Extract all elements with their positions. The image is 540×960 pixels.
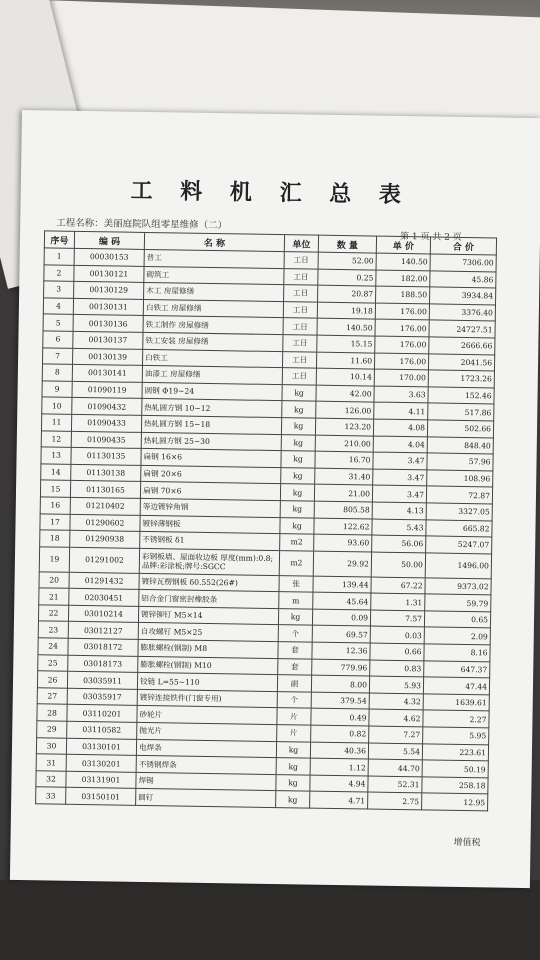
item-unit-price: 3.47 — [372, 485, 426, 502]
item-name: 扁钢 20×6 — [141, 465, 281, 484]
row-number: 3 — [44, 281, 74, 298]
item-unit-price: 1.31 — [371, 593, 425, 610]
header-no: 序号 — [44, 231, 74, 248]
item-total: 72.87 — [426, 486, 492, 504]
item-code: 00130139 — [73, 348, 143, 366]
item-name: 白铁工 — [143, 349, 283, 368]
item-code: 03130201 — [66, 754, 136, 772]
item-code: 03012127 — [68, 622, 138, 640]
item-unit-price: 56.06 — [372, 535, 426, 552]
item-quantity: 805.58 — [314, 501, 372, 519]
row-number: 26 — [37, 671, 67, 688]
item-unit: m — [279, 592, 313, 609]
item-unit: kg — [276, 791, 310, 808]
item-quantity: 19.18 — [317, 302, 375, 320]
item-unit: 工日 — [283, 318, 317, 335]
item-name: 彩钢板墙、屋面收边板 厚度(mm):0.8;品牌:彩涂板;牌号:SGCC — [139, 548, 279, 575]
item-total: 258.18 — [422, 777, 488, 795]
item-unit-price: 4.13 — [372, 502, 426, 519]
row-number: 9 — [42, 381, 72, 398]
item-code: 01090433 — [71, 414, 141, 432]
item-total: 223.61 — [422, 743, 488, 761]
item-code: 01130138 — [71, 464, 141, 482]
item-total: 848.40 — [427, 436, 493, 454]
item-name: 不锈钢焊条 — [136, 756, 276, 775]
document-page — [10, 110, 540, 888]
item-code: 01291432 — [69, 572, 139, 590]
item-total: 9373.02 — [425, 578, 491, 596]
item-code: 03010214 — [68, 605, 138, 623]
item-name: 圆钉 — [136, 789, 276, 808]
item-quantity: 0.49 — [311, 709, 369, 727]
row-number: 8 — [42, 364, 72, 381]
item-unit-price: 182.00 — [376, 270, 430, 287]
item-total: 108.96 — [427, 470, 493, 488]
item-total: 8.16 — [424, 644, 490, 662]
item-unit: 个 — [278, 625, 312, 642]
item-unit: kg — [280, 501, 314, 518]
item-name: 膨胀螺栓(钢制) M8 — [138, 639, 278, 658]
item-quantity: 10.14 — [316, 368, 374, 386]
item-unit-price: 3.63 — [374, 386, 428, 403]
row-number: 18 — [40, 530, 70, 547]
item-quantity: 0.82 — [311, 725, 369, 743]
item-code: 00130121 — [74, 265, 144, 283]
row-number: 20 — [39, 572, 69, 589]
item-total: 2.09 — [424, 627, 490, 645]
item-code: 00130137 — [73, 331, 143, 349]
item-unit: kg — [282, 384, 316, 401]
item-code: 00130136 — [73, 315, 143, 333]
item-total: 3327.05 — [426, 503, 492, 521]
item-code: 01290602 — [70, 514, 140, 532]
row-number: 6 — [43, 331, 73, 348]
row-number: 16 — [40, 497, 70, 514]
item-unit-price: 2.75 — [368, 792, 422, 809]
item-code: 01291002 — [69, 547, 139, 573]
item-total: 647.37 — [424, 661, 490, 679]
item-code: 02030451 — [69, 589, 139, 607]
item-unit: 副 — [277, 675, 311, 692]
item-total: 7306.00 — [430, 254, 496, 272]
item-unit-price: 0.66 — [370, 643, 424, 660]
item-unit-price: 5.54 — [368, 743, 422, 760]
item-unit-price: 4.62 — [369, 709, 423, 726]
item-unit: m2 — [279, 550, 313, 576]
item-code: 01290938 — [70, 530, 140, 548]
item-name: 膨胀螺栓(钢制) M10 — [138, 656, 278, 675]
row-number: 22 — [38, 605, 68, 622]
item-unit-price: 4.11 — [374, 402, 428, 419]
row-number: 30 — [36, 737, 66, 754]
row-number: 17 — [40, 513, 70, 530]
item-code: 00130129 — [74, 282, 144, 300]
item-name: 圆钢 Φ19~24 — [142, 382, 282, 401]
item-code: 01090432 — [72, 398, 142, 416]
item-quantity: 45.64 — [313, 592, 371, 610]
item-quantity: 123.20 — [315, 418, 373, 436]
item-unit: m2 — [280, 534, 314, 551]
row-number: 12 — [41, 430, 71, 447]
item-unit: 工日 — [282, 368, 316, 385]
item-unit: 套 — [278, 658, 312, 675]
item-total: 45.86 — [430, 271, 496, 289]
item-name: 不锈钢板 δ1 — [140, 531, 280, 550]
item-total: 502.66 — [427, 420, 493, 438]
item-quantity: 40.36 — [310, 742, 368, 760]
item-code: 01130165 — [70, 481, 140, 499]
header-quantity: 数 量 — [318, 235, 376, 253]
item-quantity: 11.60 — [316, 352, 374, 370]
row-number: 31 — [36, 754, 66, 771]
item-unit-price: 0.03 — [370, 627, 424, 644]
row-number: 29 — [37, 721, 67, 738]
item-unit-price: 170.00 — [374, 369, 428, 386]
item-unit: 工日 — [284, 252, 318, 269]
header-code: 编 码 — [74, 231, 144, 249]
item-unit-price: 7.57 — [370, 610, 424, 627]
header-total: 合 价 — [430, 237, 496, 255]
item-unit: 套 — [278, 642, 312, 659]
item-quantity: 16.70 — [315, 451, 373, 469]
row-number: 2 — [44, 264, 74, 281]
item-quantity: 29.92 — [313, 551, 371, 577]
item-quantity: 31.40 — [315, 468, 373, 486]
item-name: 热轧圆方钢 10~12 — [142, 399, 282, 418]
item-name: 焊锡 — [136, 772, 276, 791]
item-quantity: 1.12 — [310, 758, 368, 776]
item-name: 镀锌连接铁件(门窗专用) — [137, 689, 277, 708]
item-total: 1496.00 — [425, 553, 491, 579]
row-number: 5 — [43, 314, 73, 331]
item-unit-price: 4.08 — [373, 419, 427, 436]
item-total: 24727.51 — [429, 320, 495, 338]
item-unit-price: 67.22 — [371, 577, 425, 594]
item-name: 热轧圆方钢 25~30 — [141, 432, 281, 451]
item-quantity: 8.00 — [311, 675, 369, 693]
header-name: 名 称 — [144, 232, 284, 251]
item-name: 镀锌铆钉 M5×14 — [138, 606, 278, 625]
item-total: 12.95 — [422, 793, 488, 811]
row-number: 14 — [41, 464, 71, 481]
item-quantity: 779.96 — [312, 659, 370, 677]
item-unit: kg — [278, 608, 312, 625]
row-number: 24 — [38, 638, 68, 655]
row-number: 21 — [39, 588, 69, 605]
row-number: 33 — [36, 787, 66, 804]
item-unit-price: 176.00 — [375, 303, 429, 320]
item-total: 517.86 — [428, 403, 494, 421]
item-unit: kg — [281, 467, 315, 484]
item-code: 03018172 — [68, 638, 138, 656]
row-number: 10 — [42, 397, 72, 414]
item-total: 59.79 — [425, 594, 491, 612]
page-number: 第 1 页 共 2 页 — [399, 231, 462, 243]
item-name: 电焊条 — [136, 739, 276, 758]
item-name: 抛光片 — [137, 722, 277, 741]
item-unit: kg — [281, 434, 315, 451]
row-number: 32 — [36, 771, 66, 788]
item-quantity: 4.71 — [310, 792, 368, 810]
item-quantity: 69.57 — [312, 626, 370, 644]
item-name: 砂轮片 — [137, 706, 277, 725]
item-name: 铝合金门窗密封橡胶条 — [139, 590, 279, 609]
item-name: 镀锌瓦楞钢板 δ0.552(26#) — [139, 573, 279, 592]
item-name: 普工 — [144, 249, 284, 268]
row-number: 27 — [37, 688, 67, 705]
item-total: 2666.66 — [429, 337, 495, 355]
item-quantity: 126.00 — [316, 401, 374, 419]
row-number: 19 — [39, 547, 69, 572]
item-unit: kg — [281, 451, 315, 468]
item-code: 03035911 — [67, 672, 137, 690]
item-total: 152.46 — [428, 387, 494, 405]
item-unit: 片 — [277, 708, 311, 725]
item-unit-price: 4.32 — [369, 693, 423, 710]
item-name: 镀锌薄钢板 — [140, 515, 280, 534]
item-quantity: 122.62 — [314, 518, 372, 536]
document-title: 工 料 机 汇 总 表 — [130, 178, 412, 209]
item-quantity: 139.44 — [313, 576, 371, 594]
item-code: 01210402 — [70, 497, 140, 515]
row-number: 15 — [40, 480, 70, 497]
item-unit: kg — [276, 774, 310, 791]
item-unit-price: 4.04 — [373, 436, 427, 453]
row-number: 11 — [41, 414, 71, 431]
item-quantity: 12.36 — [312, 642, 370, 660]
summary-table — [35, 230, 497, 811]
item-quantity: 52.00 — [318, 252, 376, 270]
item-total: 1639.61 — [423, 694, 489, 712]
item-total: 47.44 — [423, 677, 489, 695]
item-code: 00130141 — [72, 364, 142, 382]
item-total: 50.19 — [422, 760, 488, 778]
item-name: 扁钢 16×6 — [141, 449, 281, 468]
item-unit: 张 — [279, 575, 313, 592]
item-quantity: 15.15 — [317, 335, 375, 353]
row-number: 1 — [44, 248, 74, 265]
item-code: 01130135 — [71, 447, 141, 465]
item-name: 铰链 L=55~110 — [137, 673, 277, 692]
row-number: 23 — [38, 621, 68, 638]
item-quantity: 0.25 — [318, 269, 376, 287]
row-number: 25 — [38, 654, 68, 671]
item-quantity: 0.09 — [312, 609, 370, 627]
item-unit-price: 0.83 — [370, 660, 424, 677]
item-code: 03018173 — [68, 655, 138, 673]
item-unit-price: 7.27 — [369, 726, 423, 743]
item-unit: 个 — [277, 691, 311, 708]
item-code: 00030153 — [74, 248, 144, 266]
row-number: 13 — [41, 447, 71, 464]
row-number: 28 — [37, 704, 67, 721]
item-quantity: 379.54 — [311, 692, 369, 710]
tax-note: 增值税 — [453, 837, 481, 849]
table-surface — [0, 880, 540, 960]
header-unit-price: 单 价 — [376, 236, 430, 254]
item-total: 3376.40 — [429, 304, 495, 322]
item-unit-price: 50.00 — [371, 552, 425, 578]
item-name: 白铁工 房屋修缮 — [143, 299, 283, 318]
item-unit-price: 3.47 — [373, 469, 427, 486]
item-code: 03110201 — [67, 705, 137, 723]
item-unit: kg — [280, 484, 314, 501]
item-name: 铁工制作 房屋修缮 — [143, 316, 283, 335]
item-name: 油漆工 房屋修缮 — [142, 366, 282, 385]
item-total: 665.82 — [426, 519, 492, 537]
project-name: 工程名称：美丽庭院队组零星维修（二） — [56, 217, 228, 232]
item-total: 2.27 — [423, 710, 489, 728]
item-name: 木工 房屋修缮 — [144, 283, 284, 302]
item-total: 5247.07 — [426, 536, 492, 554]
header-unit: 单位 — [284, 235, 318, 253]
item-total: 3934.84 — [430, 287, 496, 305]
item-unit-price: 3.47 — [373, 452, 427, 469]
item-total: 2041.56 — [428, 353, 494, 371]
item-unit: 工日 — [284, 285, 318, 302]
item-quantity: 42.00 — [316, 385, 374, 403]
item-unit-price: 44.70 — [368, 759, 422, 776]
item-quantity: 140.50 — [317, 319, 375, 337]
item-unit-price: 188.50 — [376, 286, 430, 303]
table-body — [36, 248, 497, 811]
item-code: 03035917 — [67, 688, 137, 706]
item-code: 03150101 — [66, 788, 136, 806]
item-unit: 工日 — [282, 351, 316, 368]
item-name: 等边镀锌角钢 — [140, 498, 280, 517]
item-name: 扁钢 70×6 — [140, 482, 280, 501]
item-unit: kg — [281, 418, 315, 435]
item-unit: 片 — [277, 725, 311, 742]
row-number: 4 — [43, 298, 73, 315]
item-unit: 工日 — [284, 268, 318, 285]
item-code: 03130101 — [66, 738, 136, 756]
item-unit: 工日 — [283, 335, 317, 352]
row-number: 7 — [43, 347, 73, 364]
item-code: 01090119 — [72, 381, 142, 399]
item-unit: kg — [276, 741, 310, 758]
item-unit-price: 176.00 — [375, 336, 429, 353]
item-unit: 工日 — [283, 301, 317, 318]
item-total: 5.95 — [423, 727, 489, 745]
item-name: 砌筑工 — [144, 266, 284, 285]
item-name: 铁工安装 房屋修缮 — [143, 332, 283, 351]
item-code: 03110582 — [67, 721, 137, 739]
item-quantity: 93.60 — [314, 534, 372, 552]
item-unit-price: 52.31 — [368, 776, 422, 793]
item-name: 热轧圆方钢 15~18 — [141, 415, 281, 434]
item-unit-price: 5.93 — [369, 676, 423, 693]
item-total: 57.96 — [427, 453, 493, 471]
item-quantity: 4.94 — [310, 775, 368, 793]
item-quantity: 20.87 — [318, 285, 376, 303]
item-quantity: 210.00 — [315, 435, 373, 453]
item-unit: kg — [276, 758, 310, 775]
item-code: 03131901 — [66, 771, 136, 789]
item-unit: kg — [282, 401, 316, 418]
item-code: 00130131 — [73, 298, 143, 316]
item-quantity: 21.00 — [314, 484, 372, 502]
item-unit: kg — [280, 517, 314, 534]
item-code: 01090435 — [71, 431, 141, 449]
item-unit-price: 5.43 — [372, 519, 426, 536]
item-total: 1723.26 — [428, 370, 494, 388]
item-unit-price: 176.00 — [374, 353, 428, 370]
item-unit-price: 140.50 — [376, 253, 430, 270]
item-name: 自攻螺钉 M5×25 — [138, 623, 278, 642]
item-unit-price: 176.00 — [375, 319, 429, 336]
item-total: 0.65 — [424, 611, 490, 629]
